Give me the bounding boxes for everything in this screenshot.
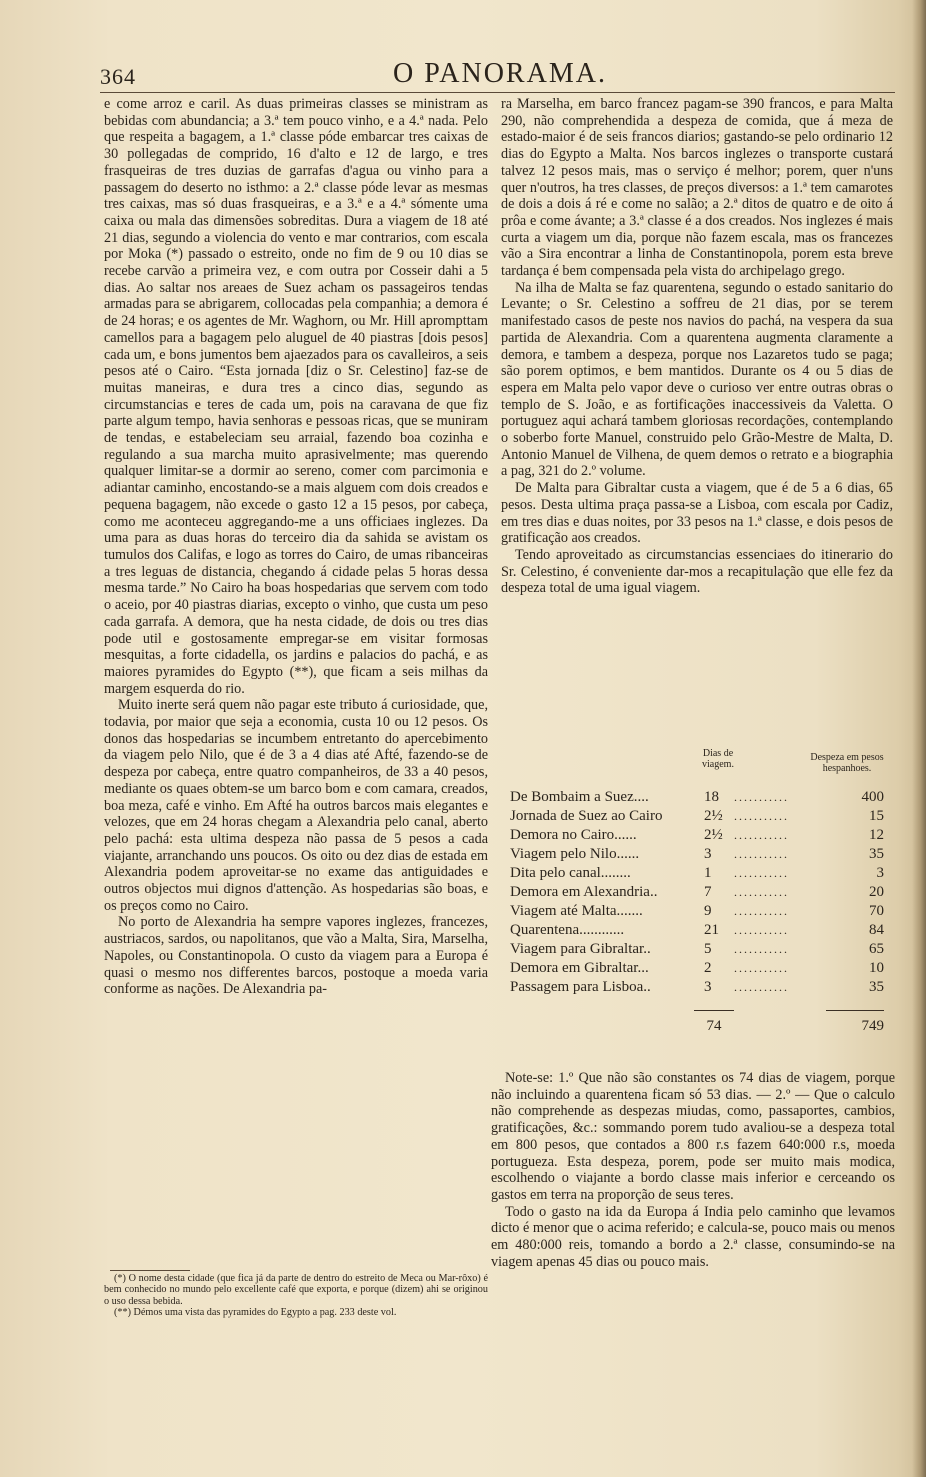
page-title: O PANORAMA.	[393, 58, 607, 89]
row-label: Passagem para Lisboa..	[510, 979, 651, 995]
row-label: Demora em Alexandria..	[510, 884, 658, 900]
table-row	[508, 921, 896, 940]
left-paragraph-2: Muito inerte será quem não pagar este tributo á curiosidade, que, todavia, por maior que seja a economia, custa 10 ou 12 pesos. Os donos das hospedarias se incumbem entretanto do apercebimento da viagem pelo Nilo, que é de 3 a 4 dias até Afté, fazendo-se de despeza por cabeça, entre quatro companheiros, de 33 a 40 pesos, mediante os quaes obtem-se um barco bom e com camara, creados, boa meza, café e vinho. Em Afté ha outros barcos mais elegantes e velozes, que em 24 horas chegam a Alexandria pelo canal, aberto pelo pachá: esta ultima despeza não passa de 5 pesos a cada viajante, arranchando uns poucos. Os oito ou dez dias de estada em Alexandria podem aproveitar-se no exame das antiguidades e outros objectos mui dignos d'attenção. As hospedarias são boas, e os preços como no Cairo.	[104, 697, 488, 914]
row-days: 3	[704, 979, 712, 995]
closing-paragraph: Todo o gasto na ida da Europa á India pelo caminho que levamos dicto é menor que o acima referido; e calcula-se, pouco mais ou menos em 480:000 reis, tomando a bordo a 2.ª classe, consumindo-se na viagem apenas 45 dias ou pouco mais.	[491, 1203, 895, 1270]
row-leader: ...........	[734, 809, 789, 823]
note-paragraph: Note-se: 1.º Que não são constantes os 74 dias de viagem, porque não incluindo a quarentena ficam só 53 dias. — 2.º — Que o calculo não comprehende as despezas miudas, como, passaportes, cambios, gratificações, &c.: sommando porem tudo avaliou-se a despeza total em 800 pesos, que contados a 800 r.s fazem 640:000 r.s, moeda portugueza. Esta despeza, porem, pode ser muito mais modica, escolhendo o viajante a bordo classe mais inferior e cerceando os gastos em terra na proporção de seus teres.	[491, 1070, 895, 1203]
table-rows	[508, 788, 896, 997]
row-leader: ...........	[734, 980, 789, 994]
table-header-cost: Despeza em pesos hespanhoes.	[810, 752, 884, 774]
left-paragraph-3: No porto de Alexandria ha sempre vapores inglezes, francezes, austriacos, sardos, ou napolitanos, que vão a Malta, Sira, Marselha, Napoles, ou Constantinopola. O custo da viagem para a Europa é quasi o mesmo nos differentes barcos, postoque a moeda varia conforme as nações. De Alexandria pa-	[104, 914, 488, 998]
right-paragraph-3: De Malta para Gibraltar custa a viagem, que é de 5 a 6 dias, 65 pesos. Desta ultima praça passa-se a Lisboa, com escala por Cadiz, em tres dias e duas noites, por 33 pesos na 1.ª classe, e dois pesos de gratificação aos creados.	[501, 480, 893, 547]
row-days: 2½	[704, 827, 723, 843]
row-days: 7	[704, 884, 712, 900]
page-number: 364	[100, 64, 136, 89]
row-leader: ...........	[734, 828, 789, 842]
row-label: Dita pelo canal........	[510, 865, 631, 881]
table-row	[508, 959, 896, 978]
footnote-1: (*) O nome desta cidade (que fica já da parte de dentro do estreito de Meca ou Mar-rôxo) é bem conhecido no mundo pelo excellente café que exporta, e porque (dizem) ahi se originou o uso dessa bebida.	[104, 1273, 488, 1307]
page-header	[100, 58, 900, 92]
row-days: 5	[704, 941, 712, 957]
page-edge-shadow	[912, 0, 926, 1477]
right-paragraph-2: Na ilha de Malta se faz quarentena, segundo o estado sanitario do Levante; o Sr. Celestino a soffreu de 21 dias, por se terem manifestado casos de peste nos navios do pachá, na vespera da sua partida de Alexandria. Com a quarentena augmenta claramente a demora, e tambem a despeza, porque nos Lazaretos tudo se paga; são porem optimos, e bem mantidos. Durante os 4 ou 5 dias de espera em Malta pelo vapor deve o curioso ver entre outras obras o templo de S. João, e as fortificações inaccessiveis da Valetta. O portuguez aqui achará tambem gloriosas recordações, contemplando o soberbo forte Manuel, construido pelo Grão-Mestre de Malta, D. Antonio Manuel de Vilhena, de quem demos o retrato e a biographia a pag, 321 do 2.º volume.	[501, 279, 893, 480]
right-paragraph-1: ra Marselha, em barco francez pagam-se 390 francos, e para Malta 290, não comprehendida a despeza de comida, que á meza de estado-maior é de seis francos diarios; gastando-se pelo ordinario 12 dias do Egypto a Malta. Nos barcos inglezes o transporte custará talvez 12 pesos mais, mas o serviço é melhor; porem, quer n'uns quer n'outros, ha tres classes, de preços diversos: a 1.ª tem camarotes de dois a dois á ré e come no salão; a 2.ª ditos de quatro e de oito á prôa e come ávante; a 3.ª classe é a dos creados. Nos inglezes é mais curta a viagem um dia, porque não fazem escala, mas os francezes vão a Sira encontrar a linha de Constantinopola, porem esta breve tardança é bem compensada pela vista do archipelago grego.	[501, 96, 893, 280]
total-days-rule	[694, 1010, 734, 1011]
table-row	[508, 940, 896, 959]
total-days: 74	[706, 1018, 722, 1034]
row-leader: ...........	[734, 961, 789, 975]
row-leader: ...........	[734, 904, 789, 918]
row-cost: 10	[869, 960, 884, 976]
total-cost-rule	[826, 1010, 884, 1011]
row-days: 18	[704, 789, 719, 805]
row-leader: ...........	[734, 885, 789, 899]
table-row	[508, 978, 896, 997]
row-leader: ...........	[734, 866, 789, 880]
row-cost: 35	[869, 979, 884, 995]
row-leader: ...........	[734, 790, 789, 804]
row-label: Quarentena............	[510, 922, 625, 938]
row-label: Demora no Cairo......	[510, 827, 637, 843]
row-cost: 12	[869, 827, 884, 843]
table-row	[508, 883, 896, 902]
footnotes	[104, 1273, 488, 1319]
row-days: 21	[704, 922, 719, 938]
row-label: Viagem pelo Nilo......	[510, 846, 640, 862]
right-lower-text	[491, 1070, 895, 1270]
row-cost: 15	[869, 808, 884, 824]
row-label: Demora em Gibraltar...	[510, 960, 649, 976]
row-days: 1	[704, 865, 712, 881]
row-label: Viagem para Gibraltar..	[510, 941, 651, 957]
row-cost: 20	[869, 884, 884, 900]
row-cost: 3	[876, 865, 884, 881]
row-label: Viagem até Malta.......	[510, 903, 643, 919]
table-row	[508, 807, 896, 826]
row-label: Jornada de Suez ao Cairo	[510, 808, 663, 824]
row-cost: 35	[869, 846, 884, 862]
row-cost: 70	[869, 903, 884, 919]
row-cost: 65	[869, 941, 884, 957]
row-days: 3	[704, 846, 712, 862]
footnote-2: (**) Démos uma vista das pyramides do Egypto a pag. 233 deste vol.	[114, 1307, 397, 1319]
right-paragraph-4: Tendo aproveitado as circumstancias essenciaes do itinerario do Sr. Celestino, é conveniente dar-mos a recapitulação que elle fez da despeza total de uma igual viagem.	[501, 546, 893, 597]
row-leader: ...........	[734, 847, 789, 861]
row-leader: ...........	[734, 923, 789, 937]
table-row	[508, 845, 896, 864]
footnote-rule	[110, 1270, 190, 1271]
header-rule	[100, 92, 895, 93]
right-column	[501, 96, 893, 597]
row-leader: ...........	[734, 942, 789, 956]
table-row	[508, 902, 896, 921]
left-paragraph-1: e come arroz e caril. As duas primeiras classes se ministram as bebidas com abundancia; a 3.ª tem pouco vinho, e a 4.ª nada. Pelo que respeita a bagagem, a 1.ª classe póde embarcar tres caixas de 30 pollegadas de comprido, 16 d'alto e 12 de largo, e tres frasqueiras de tres duzias de garrafas d'agua ou vinho para a passagem do deserto no isthmo: a 2.ª classe póde levar as mesmas tres caixas, mas só duas frasqueiras, e a 3.ª e a 4.ª sómente uma caixa ou mala das dimensões sobreditas. Dura a viagem de 18 até 21 dias, segundo a violencia do vento e mar contrarios, com escala por Moka (*) passado o estreito, onde no fim de 9 ou 10 dias se recebe carvão a primeira vez, e com outra por Cosseir dahi a 5 dias. Ao saltar nos areaes de Suez acham os passageiros tendas armadas para se abrigarem, collocadas pela companhia; a demora é de 24 horas; e os agentes de Mr. Waghorn, ou Mr. Hill aprompttam camellos para a bagagem pelo aluguel de 40 piastras [dois pesos] cada um, e bons jumentos bem ajaezados para os cavalleiros, a seis pesos até o Cairo. “Esta jornada [diz o Sr. Celestino] faz-se de muitas maneiras, e dura tres a cinco dias, segundo as circumstancias e teres de cada um, pois na caravana de que fiz parte algum tempo, havia senhoras e pessoas ricas, que se muniram de tendas, e estabeleciam seu arraial, fazendo boa cozinha e regulando a sua marcha muito aprasivelmente; mas querendo qualquer limitar-se a dormir ao sereno, comer com parcimonia e adiantar caminho, encostando-se a mais alguem com dois creados e pequena bagagem, não excede o gasto 12 a 15 pesos, por cabeça, como me aconteceu aggregando-me a uns officiaes inglezes. Da uma para as duas horas do terceiro dia da sahida se avistam os tumulos dos Califas, e logo as torres do Cairo, de umas ribanceiras a tres leguas de distancia, chegando á cidade pelas 5 horas dessa mesma tarde.” No Cairo ha boas hospedarias que servem com todo o aceio, por 40 piastras diarias, excepto o vinho, que custa um peso cada garrafa. A demora, que ha nesta cidade, de dois ou tres dias pode util e gostosamente empregar-se em visitar formosas mesquitas, a forte cidadella, os jardins e palacios do pachá, e as maiores pyramides do Egypto (**), que ficam a seis milhas da margem esquerda do rio.	[104, 96, 488, 697]
row-days: 2	[704, 960, 712, 976]
total-cost: 749	[861, 1018, 884, 1034]
table-row	[508, 788, 896, 807]
row-days: 2½	[704, 808, 723, 824]
row-cost: 400	[861, 789, 884, 805]
left-column	[104, 96, 488, 1268]
table-header-days: Dias de viagem.	[702, 748, 734, 770]
table-row	[508, 864, 896, 883]
row-label: De Bombaim a Suez....	[510, 789, 649, 805]
row-days: 9	[704, 903, 712, 919]
table-row	[508, 826, 896, 845]
row-cost: 84	[869, 922, 884, 938]
